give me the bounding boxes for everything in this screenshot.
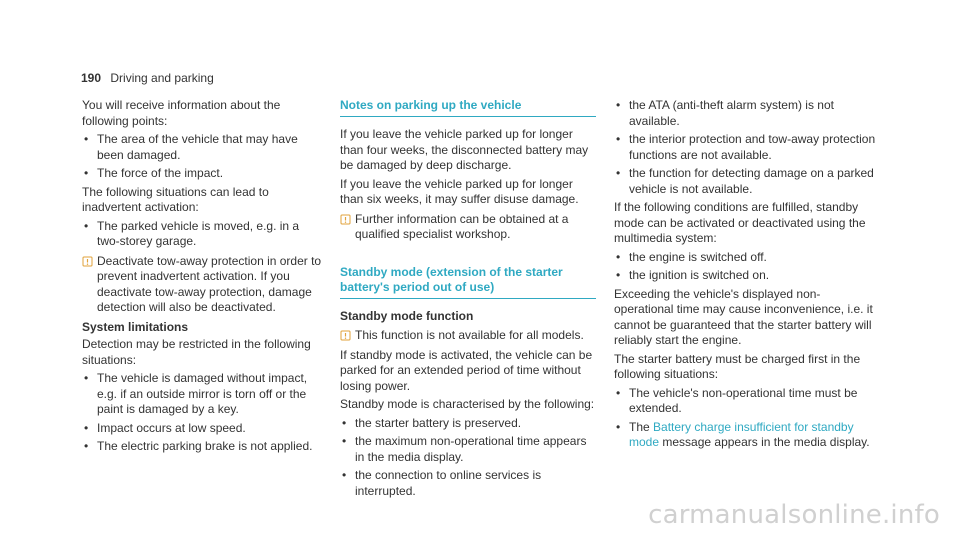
paragraph: Exceeding the vehicle's displayed non-operational time may cause inconvenience, i.e. it cannot be guaranteed that the starter battery will reliably start the engine. [614,286,873,347]
paragraph: Standby mode is characterised by the following: [340,397,595,411]
list-item: • The electric parking brake is not applied. [82,439,322,455]
limitations-text: Detection may be restricted in the following situations: [82,337,311,367]
section-heading: Standby mode (extension of the starter battery's period out of use) [340,265,596,299]
column-2 [340,98,596,502]
list-item: • The area of the vehicle that may have been damaged. [82,132,322,163]
display-message: Battery charge insufficient for standby mode [629,419,854,449]
charge-list [614,386,876,451]
info-note [340,212,596,243]
list-item: • the interior protection and tow-away protection functions are not available. [614,132,876,163]
note-text: Further information can be obtained at a qualified specialist workshop. [355,211,569,241]
list-item: • The parked vehicle is moved, e.g. in a two-storey garage. [82,219,322,250]
limitations-list [82,371,322,455]
points-list [82,132,322,182]
list-item: • Impact occurs at low speed. [82,421,322,437]
intro-text: You will receive information about the following points: [82,98,281,128]
info-note-icon [82,256,93,267]
note-text: Deactivate tow-away protection in order to prevent inadvertent activation. If you deactivate tow-away protection, damage detection will also be deactivated. [97,253,322,314]
page-number: 190 [81,71,102,85]
subheading: System limitations [82,319,189,334]
info-note [82,254,322,316]
list-item: • The force of the impact. [82,166,322,182]
list-item: • the ATA (anti-theft alarm system) is not available. [614,98,876,129]
watermark: carmanualsonline.info [648,500,940,530]
column-1 [82,98,322,458]
paragraph: If standby mode is activated, the vehicle can be parked for an extended period of time without losing power. [340,347,593,393]
info-note-icon [340,214,351,225]
section-heading: Notes on parking up the vehicle [340,98,596,117]
list-item [614,420,876,451]
paragraph: If you leave the vehicle parked up for longer than four weeks, the disconnected battery may be damaged by deep discharge. [340,127,589,172]
list-item: • The vehicle's non-operational time must be extended. [614,386,876,417]
info-note-icon [340,330,351,341]
list-item: • the maximum non-operational time appears in the media display. [340,434,596,465]
standby-list [340,416,596,500]
list-item: • the function for detecting damage on a parked vehicle is not available. [614,166,876,197]
standby-list-continued [614,98,876,197]
paragraph: If you leave the vehicle parked up for longer than six weeks, it may suffer disuse damage. [340,176,579,206]
list-item: • the engine is switched off. [614,250,876,266]
section-title: Driving and parking [110,71,214,85]
column-3 [614,98,876,454]
text-fragment: message appears in the media display. [662,435,870,449]
info-note [340,328,596,344]
conditions-list [614,250,876,284]
paragraph: The starter battery must be charged first in the following situations: [614,351,861,381]
situations-text: The following situations can lead to inadvertent activation: [82,184,269,214]
list-item: • the connection to online services is interrupted. [340,468,596,499]
list-item: • The vehicle is damaged without impact, e.g. if an outside mirror is torn off or the paint is damaged by a key. [82,371,322,418]
list-item: • the ignition is switched on. [614,268,876,284]
subheading: Standby mode function [340,308,474,323]
page-header [81,71,214,85]
text-fragment: The [629,419,650,434]
paragraph: If the following conditions are fulfilled, standby mode can be activated or deactivated using the multimedia system: [614,200,866,245]
note-text: This function is not available for all models. [355,328,584,342]
situations-list [82,219,322,250]
list-item: • the starter battery is preserved. [340,416,596,432]
